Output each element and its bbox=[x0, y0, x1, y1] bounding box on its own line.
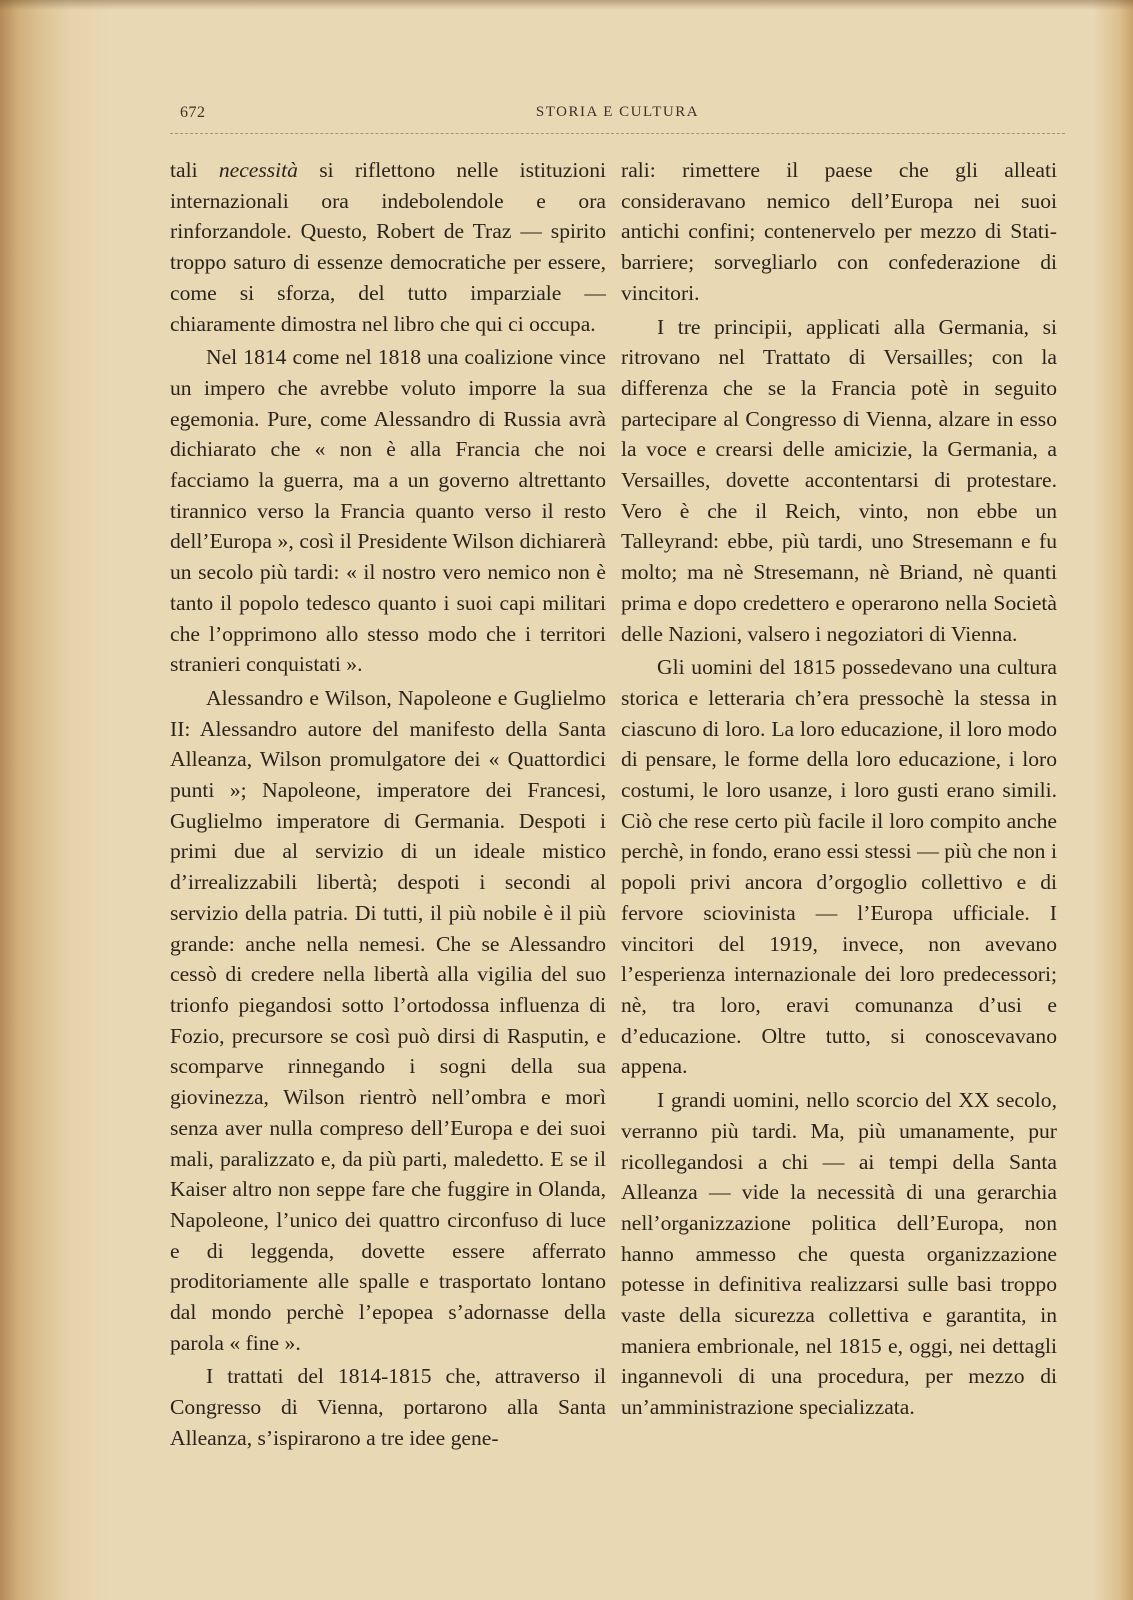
paragraph-text: si riflettono nelle istituzioni internazionali ora indebolendole e ora rinforzandole. Questo, Robert de Traz — spirito troppo saturo di essenze democratiche per essere, come si sforza, del tutto imparziale — chiaramente dimostra nel libro che qui ci occupa. bbox=[170, 158, 606, 336]
paragraph bbox=[170, 155, 606, 339]
paragraph: Gli uomini del 1815 possedevano una cultura storica e letteraria ch’era pressochè la stessa in ciascuno di loro. La loro educazione, il loro modo di pensare, le forme della loro educazione, i loro costumi, le loro usanze, i loro gusti erano simili. Ciò che rese certo più facile il loro compito anche perchè, in fondo, erano essi stessi — più che non i popoli privi ancora d’orgoglio collettivo e di fervore sciovinista — l’Europa ufficiale. I vincitori del 1919, invece, non avevano l’esperienza internazionale dei loro predecessori; nè, tra loro, eravi comunanza d’usi e d’educazione. Oltre tutto, si conoscevavano appena. bbox=[621, 655, 1057, 1079]
page-number: 672 bbox=[180, 104, 206, 121]
paragraph-text: tali bbox=[170, 158, 219, 182]
right-column bbox=[621, 155, 1057, 1423]
paragraph: I trattati del 1814-1815 che, attraverso il Congresso di Vienna, portarono alla Santa Alleanza, s’ispirarono a tre idee gene- bbox=[170, 1364, 606, 1450]
paragraph: I tre principii, applicati alla Germania, si ritrovano nel Trattato di Versailles; con la differenza che se la Francia potè in seguito partecipare al Congresso di Vienna, alzare in esso la voce e crearsi delle amicizie, la Germania, a Versailles, dovette accontentarsi di protestare. Vero è che il Reich, vinto, non ebbe un Talleyrand: ebbe, più tardi, uno Stresemann e fu molto; ma nè Stresemann, nè Briand, nè quanti prima e dopo credettero e operarono nella Società delle Nazioni, valsero i negoziatori di Vienna. bbox=[621, 314, 1057, 646]
paragraph: Alessandro e Wilson, Napoleone e Guglielmo II: Alessandro autore del manifesto della Santa Alleanza, Wilson promulgatore dei « Quattordici punti »; Napoleone, imperatore dei Francesi, Guglielmo imperatore di Germania. Despoti i primi due al servizio di un ideale mistico d’irrealizzabili libertà; despoti i secondi al servizio della patria. Di tutti, il più nobile è il più grande: anche nella nemesi. Che se Alessandro cessò di credere nella libertà alla vigilia del suo trionfo piegandosi sotto l’ortodossa influenza di Fozio, precursore se così può dirsi di Rasputin, e scomparve rinnegando i sogni della sua giovinezza, Wilson rientrò nell’ombra e morì senza aver nulla compreso dell’Europa e dei suoi mali, paralizzato e, da più parti, maledetto. E se il Kaiser altro non seppe fare che fuggire in Olanda, Napoleone, l’unico dei quattro circonfuso di luce e di leggenda, dovette essere afferrato proditoriamente alle spalle e trasportato lontano dal mondo perchè l’epopea s’adornasse della parola « fine ». bbox=[170, 685, 606, 1355]
running-head: STORIA E CULTURA bbox=[535, 104, 700, 120]
paragraph: Nel 1814 come nel 1818 una coalizione vince un impero che avrebbe voluto imporre la sua egemonia. Pure, come Alessandro di Russia avrà dichiarato che « non è alla Francia che noi facciamo la guerra, ma a un governo altrettanto tirannico verso la Francia quanto verso il resto dell’Europa », così il Presidente Wilson dichiarerà un secolo più tardi: « il nostro vero nemico non è tanto il popolo tedesco quanto i suoi capi militari che l’opprimono allo stesso modo che i territori stranieri conquistati ». bbox=[170, 345, 606, 677]
emphasis: necessità bbox=[218, 158, 298, 182]
paragraph: I grandi uomini, nello scorcio del XX secolo, verranno più tardi. Ma, più umanamente, pur ricollegandosi a chi — ai tempi della Santa Alleanza — vide la necessità di una gerarchia nell’organizzazione politica dell’Europa, non hanno ammesso che questa organizzazione potesse in definitiva realizzarsi sulle basi troppo vaste della sicurezza collettiva e garantita, in maniera embrionale, nel 1815 e, oggi, nei dettagli ingannevoli di una procedura, per mezzo di un’amministrazione specializzata. bbox=[621, 1088, 1057, 1420]
left-column bbox=[170, 155, 606, 1454]
paragraph: rali: rimettere il paese che gli alleati consideravano nemico dell’Europa nei suoi antichi confini; contenervelo per mezzo di Stati-barriere; sorvegliarlo con confederazione di vincitori. bbox=[621, 158, 1057, 305]
header-rule bbox=[170, 133, 1065, 134]
page-header bbox=[170, 100, 1065, 130]
page-edge-shadow bbox=[0, 0, 1133, 10]
